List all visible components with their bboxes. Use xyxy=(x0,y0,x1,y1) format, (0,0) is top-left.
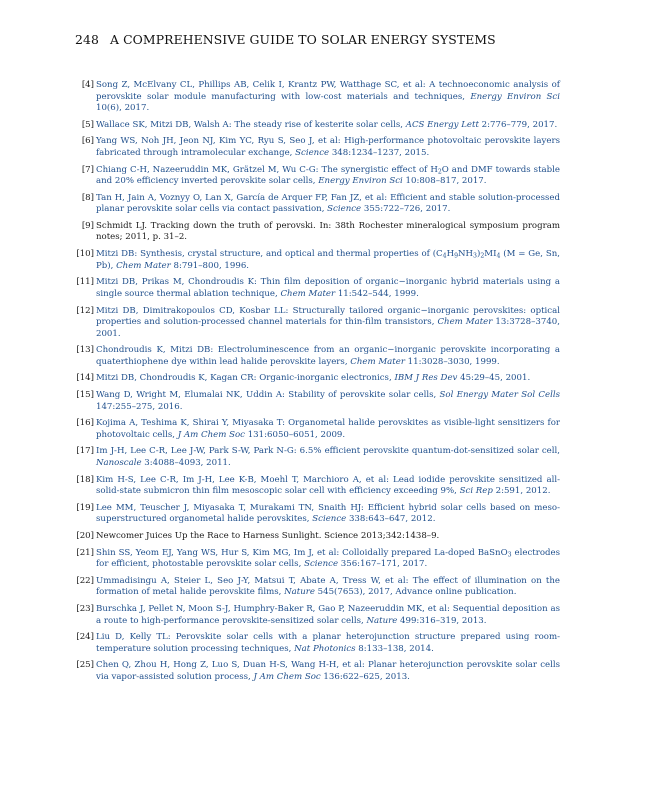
reference-text-part: Song Z, McElvany CL, Phillips AB, Celik I, Krantz PW, Watthage SC, et al: A technoeconomic analysis of perovskite solar module manufacturing with low-cost materials and techniques, xyxy=(96,80,560,102)
reference-item[interactable] xyxy=(70,277,560,300)
reference-text-part: 8:791–800, 1996. xyxy=(170,260,250,271)
reference-text-part: Mitzi DB, Dimitrakopoulos CD, Kosbar LL: Structurally tailored organic−inorganic perovskites: optical properties and solution-processed channel materials for thin-film transistors, xyxy=(96,305,560,327)
reference-number: [4] xyxy=(81,80,94,90)
journal-name: Science xyxy=(304,559,339,570)
reference-text xyxy=(96,193,560,215)
reference-number: [14] xyxy=(76,373,94,384)
reference-text-part: Wallace SK, Mitzi DB, Walsh A: The steady rise of kesterite solar cells, xyxy=(96,119,406,130)
reference-text xyxy=(96,136,560,158)
reference-item[interactable] xyxy=(70,165,560,188)
reference-text-part: Newcomer Juices Up the Race to Harness Sunlight. Science 2013;342:1438–9. xyxy=(96,531,440,541)
reference-item[interactable] xyxy=(70,306,560,341)
reference-text-part: NH xyxy=(458,249,474,260)
reference-text xyxy=(96,446,560,468)
reference-item[interactable] xyxy=(70,249,560,272)
reference-number: [5] xyxy=(81,119,94,130)
journal-name: Chem Mater xyxy=(350,356,405,367)
reference-text xyxy=(96,503,560,525)
reference-number: [21] xyxy=(76,547,94,558)
reference-text-part: Kim H-S, Lee C-R, Im J-H, Lee K-B, Moehl T, Marchioro A, et al: Lead iodide perovskite sensitized all-solid-state submicron thin film mesoscopic solar cell with efficiency exceeding 9%, xyxy=(96,474,560,497)
reference-item[interactable] xyxy=(70,80,560,115)
subscript: 2 xyxy=(437,168,442,176)
reference-text-part: 45:29–45, 2001. xyxy=(457,373,531,384)
reference-item[interactable] xyxy=(70,604,560,627)
reference-text-part: Tan H, Jain A, Voznyy O, Lan X, García de Arquer FP, Fan JZ, et al: Efficient and stable solution-processed planar perovskite solar cells via contact passivation, xyxy=(96,192,560,215)
reference-text xyxy=(96,306,560,339)
reference-number: [25] xyxy=(76,660,94,671)
reference-text-part: Shin SS, Yeom EJ, Yang WS, Hur S, Kim MG, Im J, et al: Colloidally prepared La-doped BaSnO xyxy=(96,547,508,558)
running-header xyxy=(75,32,496,47)
reference-text xyxy=(96,373,530,383)
reference-number: [20] xyxy=(76,531,94,541)
reference-number: [13] xyxy=(76,345,94,356)
reference-text-part: Burschka J, Pellet N, Moon S-J, Humphry-Baker R, Gao P, Nazeeruddin MK, et al: Sequential deposition as a route to high-performance perovskite-sensitized solar cells, xyxy=(96,604,560,626)
journal-name: IBM J Res Dev xyxy=(394,373,458,384)
journal-name: Energy Environ Sci xyxy=(470,91,560,102)
journal-name: Sol Energy Mater Sol Cells xyxy=(439,390,560,401)
reference-number: [12] xyxy=(76,305,94,316)
reference-text-part: 11:542–544, 1999. xyxy=(335,288,419,299)
reference-text-part: 348:1234–1237, 2015. xyxy=(329,147,430,158)
subscript: 3 xyxy=(507,551,512,559)
reference-text xyxy=(96,660,560,682)
reference-number: [22] xyxy=(76,575,94,586)
reference-text-part: 131:6050–6051, 2009. xyxy=(244,429,346,440)
reference-item[interactable] xyxy=(70,548,560,571)
reference-text-part: 355:722–726, 2017. xyxy=(361,204,451,215)
reference-text-part: 356:167–171, 2017. xyxy=(338,559,428,570)
reference-text-part: Wang D, Wright M, Elumalai NK, Uddin A: Stability of perovskite solar cells, xyxy=(96,390,440,401)
reference-text-part: 499:316–319, 2013. xyxy=(397,615,487,626)
reference-text-part: Yang WS, Noh JH, Jeon NJ, Kim YC, Ryu S, Seo J, et al: High-performance photovoltaic perovskite layers fabricated through intramolecular exchange, xyxy=(96,136,560,158)
reference-text-part: 2:776–779, 2017. xyxy=(478,119,558,130)
reference-text-part: 3:4088–4093, 2011. xyxy=(141,457,231,468)
reference-item[interactable] xyxy=(70,193,560,216)
reference-text-part: 11:3028–3030, 1999. xyxy=(404,356,500,367)
reference-number: [16] xyxy=(76,418,94,429)
reference-number: [15] xyxy=(76,390,94,401)
reference-text-part: ) xyxy=(476,249,481,260)
reference-text xyxy=(96,548,560,570)
reference-text-part: (M = Ge, Sn, Pb), xyxy=(96,249,560,271)
journal-name: Science xyxy=(327,204,362,215)
subscript: 2 xyxy=(480,252,485,260)
reference-item[interactable] xyxy=(70,390,560,413)
reference-item[interactable] xyxy=(70,475,560,498)
reference-number: [11] xyxy=(76,277,94,288)
reference-text-part: Lee MM, Teuscher J, Miyasaka T, Murakami TN, Snaith HJ: Efficient hybrid solar cells based on meso-superstructured organometal halide perovskites, xyxy=(96,502,560,525)
reference-number: [6] xyxy=(81,136,94,147)
journal-name: Chem Mater xyxy=(437,317,493,327)
journal-name: Sci Rep xyxy=(459,486,493,497)
reference-number: [8] xyxy=(81,192,94,203)
journal-name: J Am Chem Soc xyxy=(177,429,245,440)
reference-text-part: Im J-H, Lee C-R, Lee J-W, Park S-W, Park N-G: 6.5% efficient perovskite quantum-dot-sensitized solar cell, xyxy=(96,446,560,457)
reference-text xyxy=(96,345,560,367)
reference-number: [19] xyxy=(76,502,94,513)
reference-text-part: 2:591, 2012. xyxy=(492,486,551,497)
reference-text xyxy=(96,249,560,271)
subscript: 4 xyxy=(496,252,501,260)
journal-name: Chem Mater xyxy=(116,260,171,271)
reference-text-part: MI xyxy=(484,249,497,260)
reference-text-part: 10(6), 2017. xyxy=(96,103,150,113)
journal-name: Nature xyxy=(366,615,398,626)
reference-text xyxy=(96,418,560,440)
subscript: 4 xyxy=(442,252,447,260)
reference-text-part: Mitzi DB, Prikas M, Chondroudis K: Thin film deposition of organic−inorganic hybrid materials using a single source thermal ablation technique, xyxy=(96,277,560,299)
reference-item[interactable] xyxy=(70,660,560,683)
reference-text-part: Liu D, Kelly TL: Perovskite solar cells with a planar heterojunction structure prepared using room-temperature solution processing techniques, xyxy=(96,632,560,654)
journal-name: Energy Environ Sci xyxy=(318,176,403,187)
reference-text-part: Mitzi DB, Chondroudis K, Kagan CR: Organic-inorganic electronics, xyxy=(96,373,395,384)
reference-text xyxy=(96,120,557,130)
subscript: 3 xyxy=(473,252,477,260)
reference-text-part: 136:622–625, 2013. xyxy=(320,671,410,682)
reference-text xyxy=(96,80,560,113)
reference-text-part: 147:255–275, 2016. xyxy=(96,401,183,412)
reference-text-part: 13:3728–3740, 2001. xyxy=(96,317,561,339)
reference-item[interactable] xyxy=(70,345,560,368)
reference-text-part: Chiang C-H, Nazeeruddin MK, Grätzel M, Wu C-G: The synergistic effect of H xyxy=(96,164,438,175)
reference-item xyxy=(70,531,560,543)
journal-name: J Am Chem Soc xyxy=(253,671,321,682)
reference-item[interactable] xyxy=(70,120,560,132)
journal-name: ACS Energy Lett xyxy=(405,119,479,130)
reference-number: [24] xyxy=(76,632,94,643)
reference-text xyxy=(96,390,560,412)
reference-number: [7] xyxy=(81,164,94,175)
reference-text-part: 10:808–817, 2017. xyxy=(402,176,487,187)
journal-name: Nanoscale xyxy=(96,457,142,468)
reference-text xyxy=(96,277,560,299)
reference-number: [18] xyxy=(76,474,94,485)
journal-name: Science xyxy=(295,147,330,158)
reference-number: [9] xyxy=(81,220,94,231)
reference-item xyxy=(70,221,560,244)
journal-name: Nat Photonics xyxy=(294,643,356,654)
reference-text-part: H xyxy=(446,249,455,260)
reference-number: [17] xyxy=(76,446,94,457)
reference-text-part: O and DMF towards stable and 20% efficiency inverted perovskite solar cells, xyxy=(96,164,561,187)
reference-number: [10] xyxy=(76,249,94,260)
running-title: A COMPREHENSIVE GUIDE TO SOLAR ENERGY SYSTEMS xyxy=(110,32,496,47)
reference-item[interactable] xyxy=(70,373,560,385)
reference-text xyxy=(96,576,560,598)
reference-text-part: Chondroudis K, Mitzi DB: Electroluminescence from an organic−inorganic perovskite incorporating a quaterthiophene dye within lead halide perovskite layers, xyxy=(96,345,560,367)
reference-list xyxy=(70,80,560,689)
reference-item[interactable] xyxy=(70,418,560,441)
reference-text xyxy=(96,221,560,243)
reference-text-part: Chen Q, Zhou H, Hong Z, Luo S, Duan H-S, Wang H-H, et al: Planar heterojunction perovskite solar cells via vapor-assisted solution process, xyxy=(96,660,560,682)
reference-text-part: electrodes for efficient, photostable perovskite solar cells, xyxy=(96,547,560,570)
reference-text xyxy=(96,531,439,541)
reference-item[interactable] xyxy=(70,136,560,159)
subscript: 9 xyxy=(454,252,459,260)
reference-item[interactable] xyxy=(70,632,560,655)
reference-text-part: Ummadisingu A, Steier L, Seo J-Y, Matsui T, Abate A, Tress W, et al: The effect of illumination on the formation of metal halide perovskite films, xyxy=(96,575,560,598)
journal-name: Nature xyxy=(284,587,315,598)
reference-text xyxy=(96,475,560,497)
journal-name: Chem Mater xyxy=(280,288,336,299)
reference-text-part: 545(7653), 2017, Advance online publication. xyxy=(314,587,517,598)
reference-text xyxy=(96,604,560,626)
reference-text-part: Kojima A, Teshima K, Shirai Y, Miyasaka T: Organometal halide perovskites as visible-light sensitizers for photovoltaic cells, xyxy=(96,418,560,440)
reference-text-part: Mitzi DB: Synthesis, crystal structure, and optical and thermal properties of (C xyxy=(96,249,443,260)
reference-text xyxy=(96,632,560,654)
reference-text-part: 8:133–138, 2014. xyxy=(355,643,434,654)
journal-name: Science xyxy=(312,514,347,525)
reference-number: [23] xyxy=(76,604,94,615)
reference-item[interactable] xyxy=(70,576,560,599)
reference-text-part: 338:643–647, 2012. xyxy=(346,514,436,525)
reference-text-part: Schmidt LJ. Tracking down the truth of perovski. In: 38th Rochester mineralogical symposium program notes; 2011, p. 31–2. xyxy=(96,220,560,243)
page-number: 248 xyxy=(75,32,99,47)
reference-item[interactable] xyxy=(70,446,560,469)
reference-text xyxy=(96,165,560,187)
reference-item[interactable] xyxy=(70,503,560,526)
